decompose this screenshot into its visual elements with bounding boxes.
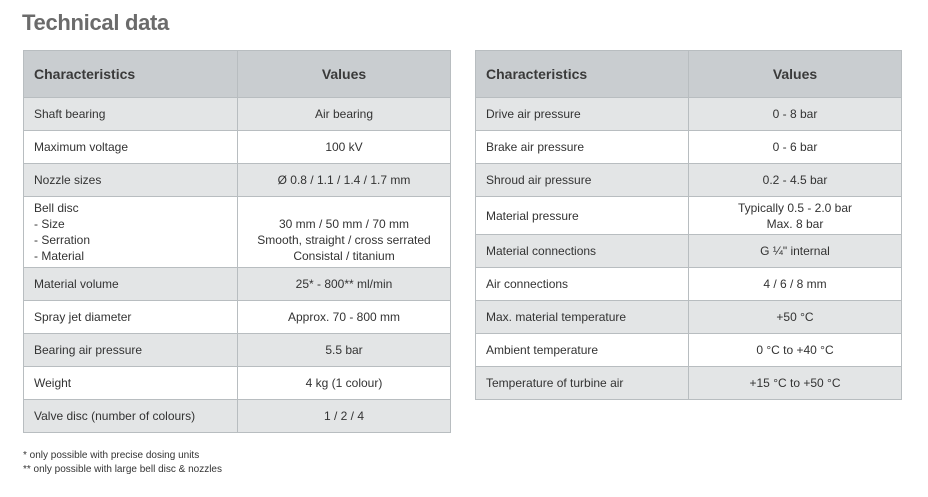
row-value: 4 kg (1 colour) xyxy=(238,367,451,400)
row-value: Typically 0.5 - 2.0 bar Max. 8 bar xyxy=(689,197,902,235)
left-spec-table xyxy=(23,50,451,433)
table-row xyxy=(24,334,451,367)
table-row xyxy=(24,367,451,400)
row-label: Shaft bearing xyxy=(24,98,238,131)
row-label: Nozzle sizes xyxy=(24,164,238,197)
footnote: ** only possible with large bell disc & nozzles xyxy=(23,464,222,475)
row-label: Max. material temperature xyxy=(476,301,689,334)
table-header-row xyxy=(24,51,451,98)
row-value: 0 - 8 bar xyxy=(689,98,902,131)
footnotes xyxy=(23,449,222,477)
row-value: 0 °C to +40 °C xyxy=(689,334,902,367)
column-header-values: Values xyxy=(689,51,902,98)
column-header-characteristics: Characteristics xyxy=(476,51,689,98)
row-label: Bell disc - Size - Serration - Material xyxy=(24,197,238,268)
row-label: Temperature of turbine air xyxy=(476,367,689,400)
row-value: 25* - 800** ml/min xyxy=(238,268,451,301)
row-value: +50 °C xyxy=(689,301,902,334)
row-value: Approx. 70 - 800 mm xyxy=(238,301,451,334)
row-label: Shroud air pressure xyxy=(476,164,689,197)
table-row xyxy=(24,301,451,334)
row-value: Air bearing xyxy=(238,98,451,131)
page-title: Technical data xyxy=(22,10,169,35)
table-row xyxy=(24,131,451,164)
table-row xyxy=(476,164,902,197)
row-label: Weight xyxy=(24,367,238,400)
row-label: Valve disc (number of colours) xyxy=(24,400,238,433)
row-value: 1 / 2 / 4 xyxy=(238,400,451,433)
table-row xyxy=(476,235,902,268)
right-spec-table xyxy=(475,50,902,400)
table-row xyxy=(24,164,451,197)
row-value: 30 mm / 50 mm / 70 mm Smooth, straight / cross serrated Consistal / titanium xyxy=(238,197,451,268)
row-label: Bearing air pressure xyxy=(24,334,238,367)
row-value: Ø 0.8 / 1.1 / 1.4 / 1.7 mm xyxy=(238,164,451,197)
row-value: 0.2 - 4.5 bar xyxy=(689,164,902,197)
row-value: 5.5 bar xyxy=(238,334,451,367)
table-row xyxy=(476,301,902,334)
row-value: 0 - 6 bar xyxy=(689,131,902,164)
table-row xyxy=(476,98,902,131)
table-header-row xyxy=(476,51,902,98)
column-header-characteristics: Characteristics xyxy=(24,51,238,98)
row-label: Ambient temperature xyxy=(476,334,689,367)
row-label: Material volume xyxy=(24,268,238,301)
column-header-values: Values xyxy=(238,51,451,98)
table-row xyxy=(476,197,902,235)
table-row xyxy=(476,334,902,367)
row-label: Drive air pressure xyxy=(476,98,689,131)
footnote: * only possible with precise dosing units xyxy=(23,450,200,461)
table-row xyxy=(24,268,451,301)
row-label: Material pressure xyxy=(476,197,689,235)
table-row xyxy=(476,268,902,301)
row-value: 100 kV xyxy=(238,131,451,164)
row-label: Brake air pressure xyxy=(476,131,689,164)
row-value: +15 °C to +50 °C xyxy=(689,367,902,400)
table-row xyxy=(24,98,451,131)
table-row xyxy=(476,367,902,400)
row-value: G ¼" internal xyxy=(689,235,902,268)
row-label: Maximum voltage xyxy=(24,131,238,164)
row-label: Material connections xyxy=(476,235,689,268)
table-row xyxy=(24,197,451,268)
row-value: 4 / 6 / 8 mm xyxy=(689,268,902,301)
table-row xyxy=(24,400,451,433)
row-label: Spray jet diameter xyxy=(24,301,238,334)
table-row xyxy=(476,131,902,164)
row-label: Air connections xyxy=(476,268,689,301)
